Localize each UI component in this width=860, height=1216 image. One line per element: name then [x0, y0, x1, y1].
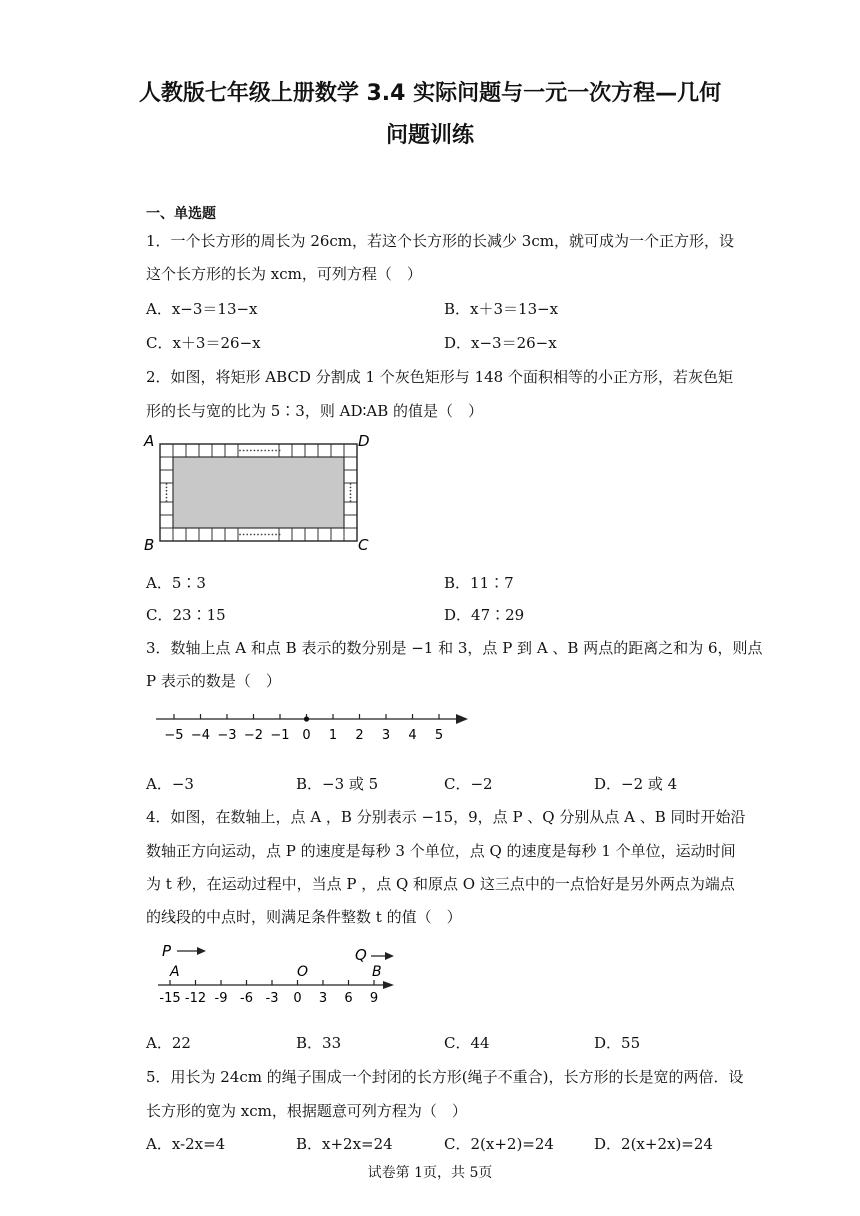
- q2-ellipsis-dot: [261, 450, 263, 452]
- q4-label-b: B: [372, 964, 382, 980]
- q2-border-square: [331, 528, 344, 541]
- q2-label-a: A: [144, 432, 155, 450]
- q2-border-square: [318, 444, 331, 457]
- q2-ellipsis-dot: [166, 483, 168, 485]
- q4-q-arrow-head: [385, 952, 394, 960]
- q2-ellipsis-dot: [166, 487, 168, 489]
- q4-tick-label: -15: [159, 991, 181, 1006]
- q2-border-square: [344, 470, 357, 483]
- q2-border-square: [225, 528, 238, 541]
- q2-border-square: [160, 502, 173, 515]
- q2-ellipsis-dot: [257, 534, 259, 536]
- q3-tick-label: 3: [381, 728, 391, 743]
- q5-option-b: B．x+2x=24: [296, 1135, 393, 1153]
- q2-border-square: [160, 528, 173, 541]
- q3-option-b: B．−3 或 5: [296, 775, 379, 793]
- q3-tick-label: −4: [190, 728, 211, 743]
- q2-ellipsis-dot: [257, 450, 259, 452]
- q2-border-square: [292, 528, 305, 541]
- q4-label-o: O: [297, 964, 309, 980]
- q2-border-square: [186, 444, 199, 457]
- q2-ellipsis-dot: [166, 497, 168, 499]
- q2-ellipsis-dot: [350, 500, 352, 502]
- q1-option-d: D．x−3＝26−x: [444, 334, 557, 352]
- q3-axis-arrow: [456, 714, 468, 724]
- q5-option-a: A．x-2x=4: [146, 1135, 226, 1153]
- q2-rectangle-figure: [140, 430, 380, 556]
- q2-text-line-2: 形的长与宽的比为 5∶3，则 AD∶AB 的值是（ ）: [146, 402, 484, 420]
- q4-option-a: A．22: [146, 1034, 191, 1052]
- q2-ellipsis-dot: [166, 490, 168, 492]
- q2-border-square: [279, 444, 292, 457]
- q4-text-line-1: 4．如图，在数轴上，点 A ，B 分别表示 −15，9，点 P 、Q 分别从点 A 、B 同时开始沿: [146, 808, 746, 826]
- q3-option-a: A．−3: [146, 775, 194, 793]
- q3-tick-label: −3: [217, 728, 237, 743]
- q1-text-line-1: 1．一个长方形的周长为 26cm，若这个长方形的长减少 3cm，就可成为一个正方形，设: [146, 232, 734, 250]
- q3-tick-label: 0: [302, 728, 311, 743]
- q2-ellipsis-dot: [246, 534, 248, 536]
- q1-option-c: C．x＋3＝26−x: [146, 334, 261, 352]
- q2-border-square: [212, 444, 225, 457]
- q3-text-line-2: P 表示的数是（ ）: [146, 672, 281, 690]
- q2-text-line-1: 2．如图，将矩形 ABCD 分割成 1 个灰色矩形与 148 个面积相等的小正方形，若灰色矩: [146, 368, 733, 386]
- q2-ellipsis-dot: [239, 534, 241, 536]
- q2-border-square: [292, 444, 305, 457]
- q3-tick-label: −1: [270, 728, 290, 743]
- q2-border-square: [199, 444, 212, 457]
- q2-ellipsis-dot: [350, 483, 352, 485]
- q4-label-p: P: [162, 942, 172, 960]
- q2-ellipsis-dot: [246, 450, 248, 452]
- q2-border-square: [279, 528, 292, 541]
- q2-ellipsis-dot: [264, 450, 266, 452]
- q2-border-square: [344, 457, 357, 470]
- q2-label-c: C: [358, 536, 369, 554]
- q2-ellipsis-dot: [239, 450, 241, 452]
- q2-border-square: [344, 515, 357, 528]
- q2-ellipsis-dot: [275, 450, 277, 452]
- q4-tick-label: 3: [318, 991, 328, 1006]
- page-title-line-1: 人教版七年级上册数学 3.4 实际问题与一元一次方程—几何: [138, 81, 722, 106]
- q4-option-c: C．44: [444, 1034, 490, 1052]
- q2-ellipsis-dot: [350, 487, 352, 489]
- q2-border-square: [344, 502, 357, 515]
- q5-text-line-1: 5．用长为 24cm 的绳子围成一个封闭的长方形(绳子不重合)，长方形的长是宽的两倍．设: [146, 1068, 744, 1086]
- q2-border-square: [331, 444, 344, 457]
- q4-option-d: D．55: [594, 1034, 641, 1052]
- q2-option-c: C．23∶15: [146, 606, 226, 624]
- q5-text-line-2: 长方形的宽为 xcm，根据题意可列方程为（ ）: [146, 1102, 467, 1120]
- q3-option-c: C．−2: [444, 775, 493, 793]
- q2-border-square: [225, 444, 238, 457]
- q2-ellipsis-dot: [166, 500, 168, 502]
- q2-border-square: [305, 444, 318, 457]
- q2-ellipsis-dot: [166, 493, 168, 495]
- q4-tick-label: -9: [214, 991, 228, 1006]
- q2-option-a: A．5∶3: [146, 574, 206, 592]
- q2-ellipsis-dot: [254, 534, 256, 536]
- q2-border-square: [344, 528, 357, 541]
- q2-border-square: [199, 528, 212, 541]
- q2-border-square: [344, 444, 357, 457]
- q2-border-square: [305, 528, 318, 541]
- q2-ellipsis-dot: [272, 450, 274, 452]
- q3-tick-label: −2: [243, 728, 264, 743]
- q4-option-b: B．33: [296, 1034, 342, 1052]
- q2-border-square: [160, 515, 173, 528]
- q4-label-q: Q: [355, 946, 367, 964]
- q2-ellipsis-dot: [279, 450, 281, 452]
- q2-ellipsis-dot: [268, 534, 270, 536]
- page-title-line-2: 问题训练: [385, 123, 474, 148]
- q1-option-a: A．x−3＝13−x: [146, 300, 258, 318]
- q2-ellipsis-dot: [268, 450, 270, 452]
- q2-label-d: D: [358, 432, 370, 450]
- q4-label-a: A: [170, 964, 180, 980]
- q3-option-d: D．−2 或 4: [594, 775, 678, 793]
- q4-tick-label: 0: [293, 991, 302, 1006]
- q2-border-square: [173, 444, 186, 457]
- q2-ellipsis-dot: [250, 450, 252, 452]
- q5-option-d: D．2(x+2x)=24: [594, 1135, 713, 1153]
- q3-tick-label: 4: [408, 728, 417, 743]
- q2-ellipsis-dot: [275, 534, 277, 536]
- q2-ellipsis-dot: [264, 534, 266, 536]
- q2-border-square: [212, 528, 225, 541]
- q2-option-d: D．47∶29: [444, 606, 525, 624]
- q2-ellipsis-dot: [250, 534, 252, 536]
- q4-p-arrow-head: [197, 947, 206, 955]
- q1-option-b: B．x＋3＝13−x: [444, 300, 559, 318]
- q2-border-square: [160, 444, 173, 457]
- q4-text-line-2: 数轴正方向运动，点 P 的速度是每秒 3 个单位，点 Q 的速度是每秒 1 个单位，运动时间: [146, 842, 736, 860]
- q2-label-b: B: [144, 536, 155, 554]
- q2-option-b: B．11∶7: [444, 574, 514, 592]
- q2-ellipsis-dot: [279, 534, 281, 536]
- q4-tick-label: -12: [184, 991, 207, 1006]
- q2-ellipsis-dot: [350, 493, 352, 495]
- q2-ellipsis-dot: [243, 534, 245, 536]
- q4-tick-label: 9: [369, 991, 379, 1006]
- q2-ellipsis-dot: [243, 450, 245, 452]
- q4-text-line-4: 的线段的中点时，则满足条件整数 t 的值（ ）: [146, 908, 462, 926]
- q4-tick-label: -3: [265, 991, 279, 1006]
- q3-text-line-1: 3．数轴上点 A 和点 B 表示的数分别是 −1 和 3，点 P 到 A 、B 两点的距离之和为 6，则点: [146, 639, 763, 657]
- q5-option-c: C．2(x+2)=24: [444, 1135, 554, 1153]
- q2-border-square: [160, 457, 173, 470]
- q3-tick-label: 2: [355, 728, 364, 743]
- q3-tick-label: 1: [328, 728, 338, 743]
- q1-text-line-2: 这个长方形的长为 xcm，可列方程（ ）: [146, 265, 422, 283]
- q2-ellipsis-dot: [254, 450, 256, 452]
- q2-ellipsis-dot: [350, 497, 352, 499]
- q3-number-line: [150, 706, 480, 746]
- q2-border-square: [173, 528, 186, 541]
- q3-tick-label: −5: [164, 728, 184, 743]
- q2-ellipsis-dot: [350, 490, 352, 492]
- q4-axis-arrow: [383, 981, 394, 989]
- section-heading: 一、单选题: [146, 206, 216, 222]
- q4-tick-label: -6: [240, 991, 253, 1006]
- q4-text-line-3: 为 t 秒，在运动过程中，当点 P ，点 Q 和原点 O 这三点中的一点恰好是另外两点为端点: [146, 875, 735, 893]
- q2-border-square: [160, 470, 173, 483]
- page-footer: 试卷第 1页，共 5页: [367, 1165, 493, 1181]
- q2-ellipsis-dot: [261, 534, 263, 536]
- q4-number-line: [150, 940, 410, 1010]
- q2-border-square: [186, 528, 199, 541]
- q4-tick-label: 6: [344, 991, 353, 1006]
- q3-tick-label: 5: [434, 728, 444, 743]
- q2-ellipsis-dot: [272, 534, 274, 536]
- q2-border-square: [318, 528, 331, 541]
- q3-origin-dot: [304, 716, 309, 721]
